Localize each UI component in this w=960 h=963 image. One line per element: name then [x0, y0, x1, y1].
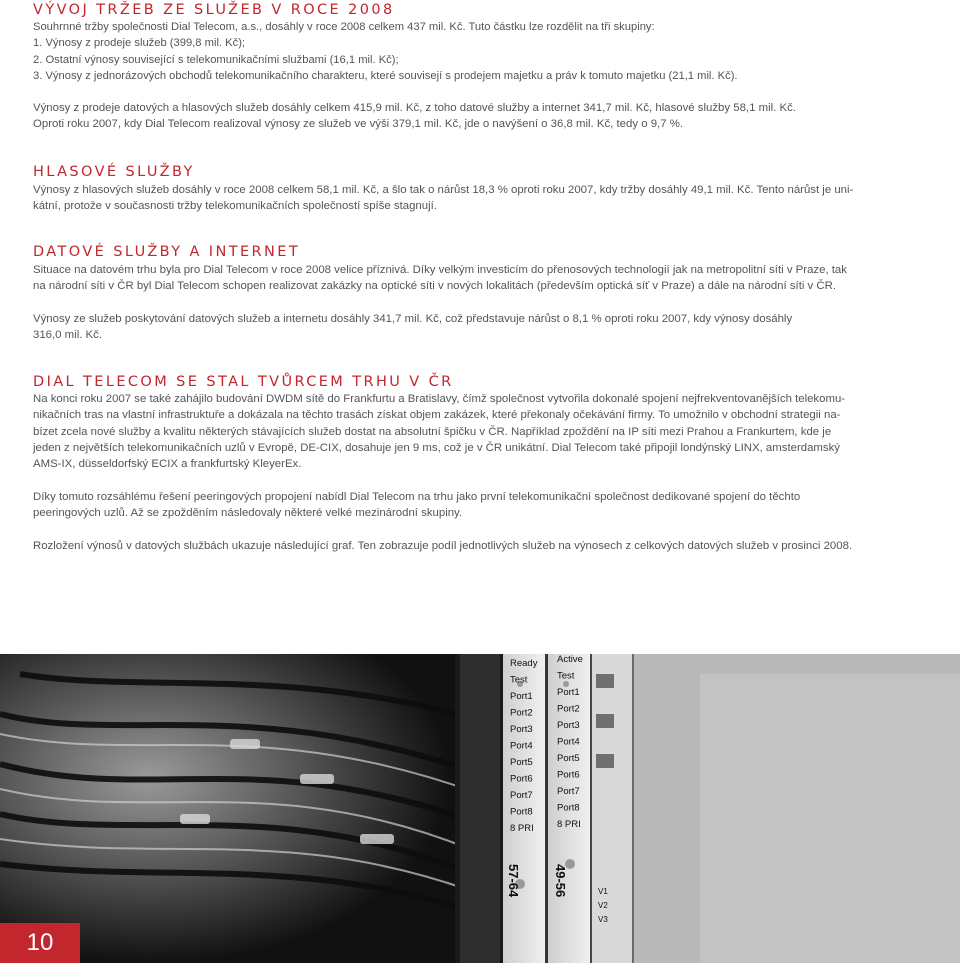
port-label: Port5 [557, 753, 580, 764]
port-label: Port2 [510, 707, 533, 719]
side-label: V1 [598, 887, 608, 896]
revenue-line: Souhrnné tržby společnosti Dial Telecom, a.s., dosáhly v roce 2008 celkem 437 mil. Kč. Tuto částku lze rozdělit na tři skupiny: [33, 21, 655, 33]
port-label: 8 PRI [510, 823, 534, 834]
data-line: 316,0 mil. Kč. [33, 329, 103, 342]
voice-line: Výnosy z hlasových služeb dosáhly v roce 2008 celkem 58,1 mil. Kč, a šlo tak o nárůst 18,3 % oproti roku 2007, kdy tržby dosáhly 49,1 mil. Kč. Tento nárůst je uni- [33, 184, 854, 196]
leader-paragraph [33, 391, 845, 472]
port-label: Port7 [510, 790, 533, 801]
port-label: Port6 [510, 773, 533, 785]
port-label: Port4 [510, 740, 533, 752]
data-line: Situace na datovém trhu byla pro Dial Telecom v roce 2008 velice příznivá. Díky velkým investicím do přenosových technologií jak na metropolitní síti v Praze, tak [33, 264, 847, 276]
data-line: Výnosy ze služeb poskytování datových služeb a internetu dosáhly 341,7 mil. Kč, což představuje nárůst o 8,1 % oproti roku 2007, kdy výnosy dosáhly [33, 313, 793, 325]
data-paragraph [33, 262, 847, 295]
data-paragraph [33, 311, 792, 344]
port-label: Port6 [557, 769, 580, 781]
network-equipment-photo [0, 654, 960, 963]
voice-heading: HLASOVÉ SLUŽBY [33, 164, 195, 180]
income-line: Oproti roku 2007, kdy Dial Telecom realizoval výnosy ze služeb ve výši 379,1 mil. Kč, jde o navýšení o 36,8 mil. Kč, tedy o 9,7 %. [33, 118, 683, 131]
port-label: Active [557, 654, 583, 665]
side-label: V2 [598, 901, 608, 910]
revenue-line: 3. Výnosy z jednorázových obchodů telekomunikačního charakteru, které souvisejí s prodejem majetku a práv k tomuto majetku (21,1 mil. Kč). [33, 69, 738, 82]
voice-paragraph [33, 182, 853, 215]
revenue-line: 2. Ostatní výnosy související s telekomunikačními službami (16,1 mil. Kč); [33, 53, 399, 66]
leader-line: nikačních tras na vlastní infrastruktuře a dokázala na těchto trasách získat objem zakázek, které překonaly očekávání firmy. To umožnilo v obchodní strategii na- [33, 409, 841, 422]
port-label: Ready [510, 658, 538, 669]
leader-line: Díky tomuto rozsáhlému řešení peeringových propojení nabídl Dial Telecom na trhu jako první telekomunikační společnost dedikované spojení do těchto [33, 491, 801, 503]
leader-line: jeden z největších telekomunikačních uzlů v Evropě, DE-CIX, dosahuje jen 9 ms, což je v ČR unikátní. Dial Telecom také připojil londýnský LINX, amsterdamský [33, 441, 840, 454]
port-label: Port2 [557, 703, 580, 715]
income-line: Výnosy z prodeje datových a hlasových služeb dosáhly celkem 415,9 mil. Kč, z toho datové služby a internet 341,7 mil. Kč, hlasové služby 58,1 mil. Kč. [33, 102, 796, 114]
side-label: V3 [598, 915, 608, 924]
revenue-section [33, 2, 738, 84]
port-label: Port3 [557, 720, 580, 731]
data-line: na národní síti v ČR byl Dial Telecom schopen realizovat zakázky na optické síti v nových lokalitách (především optická síť v Praze) a dále na národní síti v ČR. [33, 280, 837, 293]
leader-line: peeringových uzlů. Až se zpožděním následovaly některé velké mezinárodní skupiny. [33, 507, 463, 520]
port-label: Port4 [557, 736, 580, 748]
leader-paragraph [33, 538, 852, 554]
port-label: Test [510, 674, 528, 686]
page-number: 10 [26, 929, 54, 956]
photo-illustration [0, 654, 960, 963]
page-number-box [0, 923, 80, 963]
card-number-b: 49-56 [553, 864, 568, 898]
port-label: Port1 [557, 687, 580, 698]
port-label: Port5 [510, 757, 533, 768]
leader-line: bízet zcela nové služby a kvalitu některých stávajících služeb dostat na absolutní špičku v ČR. Například zpoždění na IP síti mezi Prahou a Frankurtem, kde je [33, 425, 832, 438]
port-label: 8 PRI [557, 819, 581, 830]
data-heading: DATOVÉ SLUŽBY A INTERNET [33, 244, 301, 260]
port-label: Test [557, 670, 575, 682]
port-label: Port8 [557, 802, 580, 814]
port-label: Port7 [557, 786, 580, 797]
leader-paragraph [33, 489, 800, 522]
revenue-line: 1. Výnosy z prodeje služeb (399,8 mil. Kč); [33, 37, 246, 50]
revenue-heading: VÝVOJ TRŽEB ZE SLUŽEB V ROCE 2008 [33, 2, 395, 18]
leader-line: Rozložení výnosů v datových službách ukazuje následující graf. Ten zobrazuje podíl jednotlivých služeb na výnosech z celkových datových služeb v prosinci 2008. [33, 540, 853, 552]
port-label: Port1 [510, 691, 533, 702]
leader-heading: DIAL TELECOM SE STAL TVŮRCEM TRHU V ČR [33, 374, 454, 390]
leader-line: Na konci roku 2007 se také zahájilo budování DWDM sítě do Frankfurtu a Bratislavy, čímž společnost vytvořila dokonalé spojení nejfrekventovanějších telekomu- [33, 393, 846, 405]
voice-line: kátní, protože v současnosti tržby telekomunikačních společností spíše stagnují. [33, 200, 437, 213]
port-label: Port3 [510, 724, 533, 735]
income-paragraph [33, 100, 796, 133]
port-label: Port8 [510, 806, 533, 818]
card-number-a: 57-64 [506, 864, 521, 898]
leader-line: AMS-IX, düsseldorfský ECIX a frankfurtský KleyerEx. [33, 458, 302, 471]
